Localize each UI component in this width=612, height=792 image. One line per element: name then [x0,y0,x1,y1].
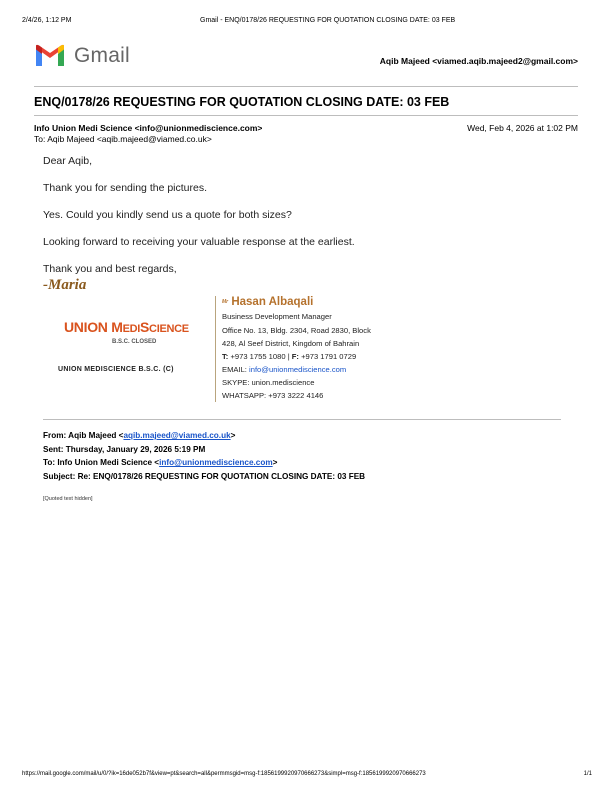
quoted-to-email-link[interactable]: info@unionmediscience.com [159,458,273,467]
quote-divider [43,419,561,420]
signature-email-link[interactable]: info@unionmediscience.com [249,365,347,374]
gmail-logo-icon [34,44,66,68]
logo-text-s: S [140,319,150,335]
signoff-name: -Maria [43,277,87,293]
signature-name: Hasan Albaqali [231,296,314,308]
quoted-text-hidden[interactable]: [Quoted text hidden] [43,496,93,502]
logo-text-cience: CIENCE [149,323,189,335]
quoted-to: To: Info Union Medi Science <info@unionmediscience.com> [43,458,278,467]
tel-label: T: [222,352,229,361]
tel-value: +973 1755 1080 [230,352,286,361]
logo-text-union: UNION M [64,319,123,335]
body-line-2: Yes. Could you kindly send us a quote for both sizes? [43,209,292,221]
print-url: https://mail.google.com/mail/u/0/?ik=16de052b7f&view=pt&search=all&permmsgid=msg-f:1856199920970666273&simpl=msg-f:1856199920970666273 [22,771,426,777]
message-recipient: To: Aqib Majeed <aqib.majeed@viamed.co.uk> [34,134,212,144]
message-sender: Info Union Medi Science <info@unionmediscience.com> [34,123,263,133]
fax-label: F: [291,352,299,361]
name-prefix: Mr [222,298,229,305]
address-line-1: Office No. 13, Bldg. 2304, Road 2830, Block [222,326,371,335]
gmail-wordmark: Gmail [74,44,130,67]
account-email: Aqib Majeed <viamed.aqib.majeed2@gmail.com> [379,56,578,66]
closing-line: Thank you and best regards, [43,263,177,275]
signature-person [222,296,313,308]
fax-value: +973 1791 0729 [301,352,357,361]
quoted-to-label: To: Info Union Medi Science < [43,458,160,467]
phone-line: T: +973 1755 1080 | F: +973 1791 0729 [222,352,357,361]
quoted-from-email-link[interactable]: aqib.majeed@viamed.co.uk [123,431,231,440]
thread-subject: ENQ/0178/26 REQUESTING FOR QUOTATION CLOSING DATE: 03 FEB [34,95,450,109]
subject-divider [34,115,578,116]
email-label: EMAIL: [222,365,247,374]
print-title: Gmail - ENQ/0178/26 REQUESTING FOR QUOTATION CLOSING DATE: 03 FEB [200,17,456,24]
signature-title: Business Development Manager [222,312,332,321]
company-name: UNION MEDISCIENCE B.S.C. (C) [58,366,174,373]
logo-text-edi: EDI [122,323,140,335]
print-page: 1/1 [583,771,592,777]
quoted-from: From: Aqib Majeed <aqib.majeed@viamed.co.uk> [43,431,236,440]
greeting: Dear Aqib, [43,155,93,167]
email-line [222,365,346,374]
quoted-from-label: From: Aqib Majeed < [43,431,124,440]
body-line-3: Looking forward to receiving your valuable response at the earliest. [43,236,355,248]
message-date: Wed, Feb 4, 2026 at 1:02 PM [467,123,578,133]
company-logo [58,313,198,355]
address-line-2: 428, Al Seef District, Kingdom of Bahrain [222,339,360,348]
quoted-subject: Subject: Re: ENQ/0178/26 REQUESTING FOR QUOTATION CLOSING DATE: 03 FEB [43,472,366,481]
body-line-1: Thank you for sending the pictures. [43,182,208,194]
print-datetime: 2/4/26, 1:12 PM [22,17,72,24]
whatsapp-line: WHATSAPP: +973 3222 4146 [222,391,324,400]
skype-line: SKYPE: union.mediscience [222,378,315,387]
quoted-sent: Sent: Thursday, January 29, 2026 5:19 PM [43,445,206,454]
logo-subtext: B.S.C. CLOSED [112,339,157,345]
header-divider [34,86,578,87]
signature-divider [215,296,216,402]
